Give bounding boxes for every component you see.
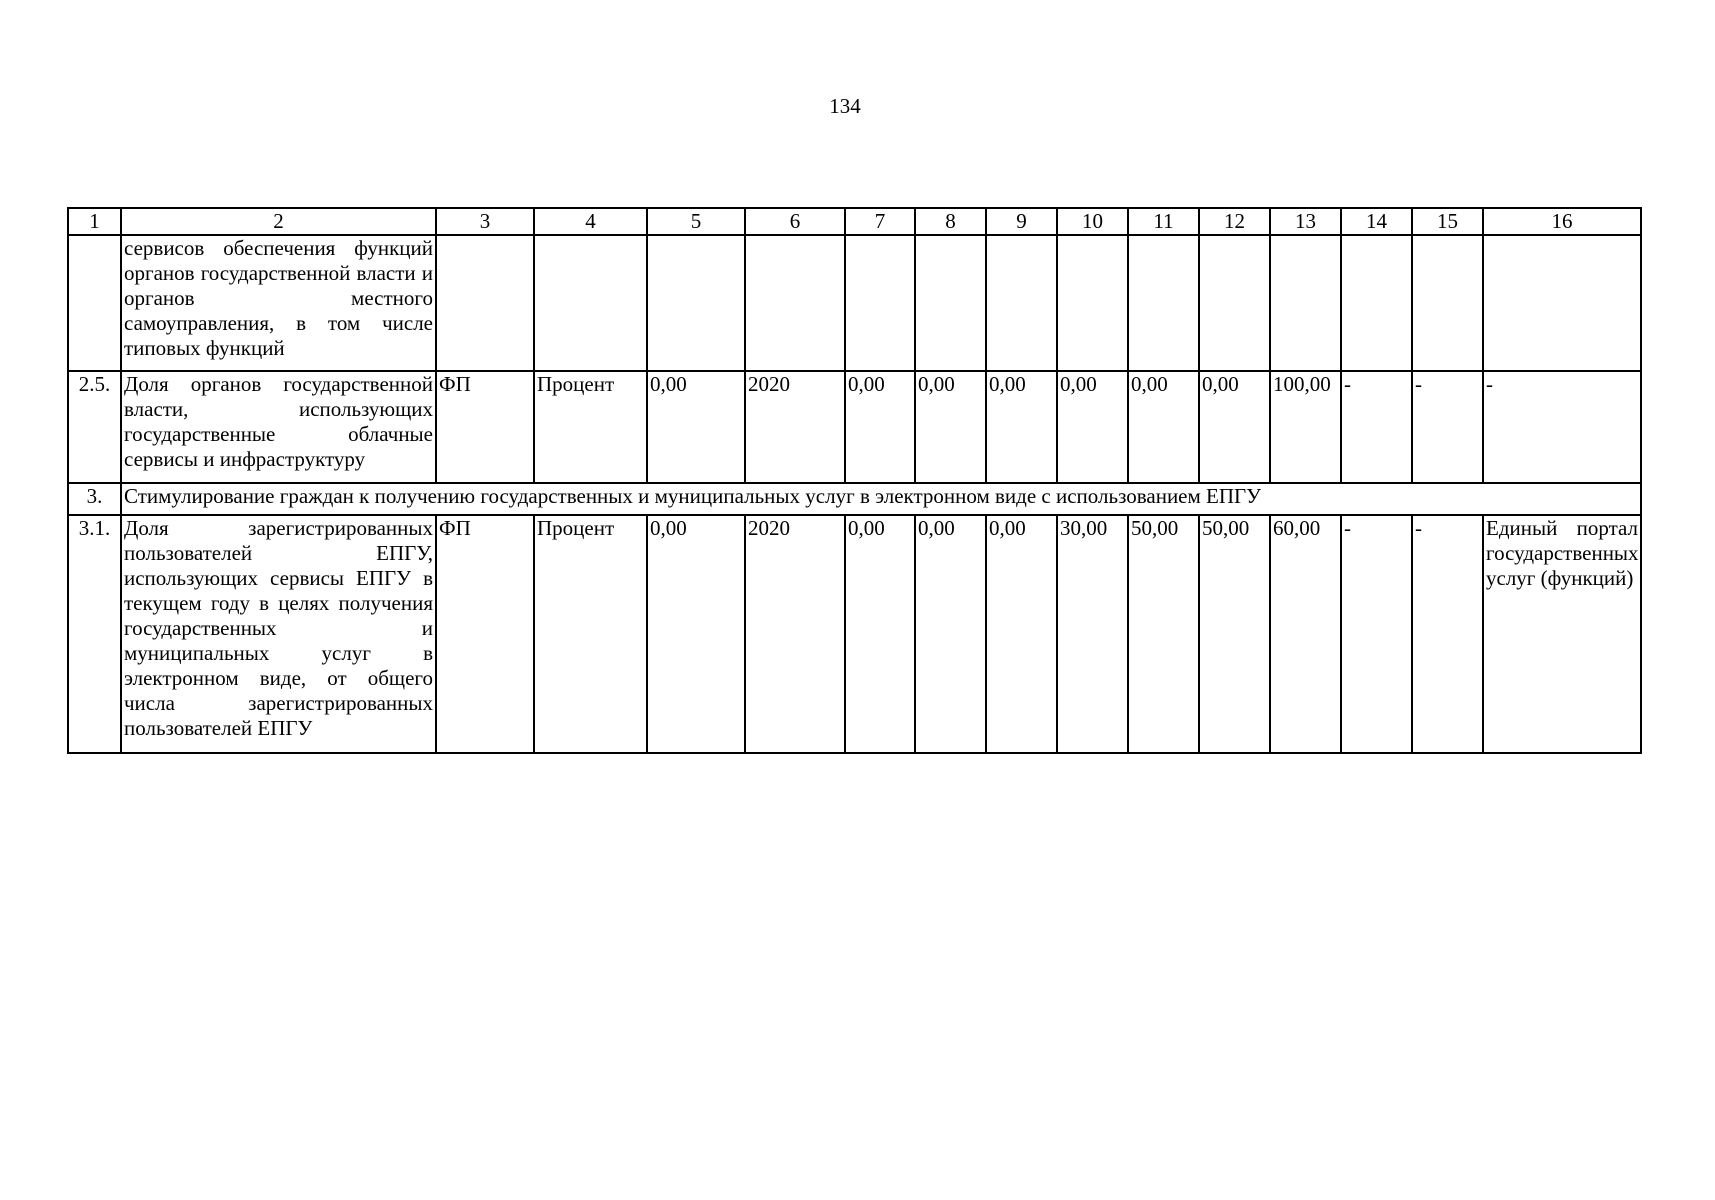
value-cell: 0,00 bbox=[986, 515, 1057, 753]
column-header: 7 bbox=[845, 208, 915, 235]
column-header: 1 bbox=[68, 208, 121, 235]
indicator-name: Доля органов государственной власти, использующих государственные облачные сервисы и инфраструктуру bbox=[121, 371, 436, 483]
column-header: 9 bbox=[986, 208, 1057, 235]
indicator-name: сервисов обеспечения функций органов государственной власти и органов местного самоуправления, в том числе типовых функций bbox=[121, 235, 436, 371]
section-row bbox=[68, 483, 1641, 515]
column-header: 11 bbox=[1128, 208, 1199, 235]
value-cell: 30,00 bbox=[1057, 515, 1128, 753]
base-value-cell: 0,00 bbox=[647, 515, 745, 753]
c15-cell: - bbox=[1412, 515, 1483, 753]
base-value-cell: 0,00 bbox=[647, 371, 745, 483]
column-header: 8 bbox=[915, 208, 986, 235]
value-cell: 0,00 bbox=[845, 371, 915, 483]
value-cell: 0,00 bbox=[1128, 371, 1199, 483]
level-cell: ФП bbox=[436, 371, 534, 483]
column-header: 5 bbox=[647, 208, 745, 235]
base-year-cell: 2020 bbox=[745, 371, 845, 483]
value-cell: 0,00 bbox=[845, 515, 915, 753]
source-cell: Единый портал государственных услуг (функций) bbox=[1483, 515, 1641, 753]
unit-cell: Процент bbox=[534, 515, 647, 753]
column-header: 6 bbox=[745, 208, 845, 235]
indicators-table bbox=[67, 207, 1642, 754]
row-number bbox=[68, 235, 121, 371]
column-header: 2 bbox=[121, 208, 436, 235]
column-header: 15 bbox=[1412, 208, 1483, 235]
source-cell: - bbox=[1483, 371, 1641, 483]
table-row bbox=[68, 235, 1641, 371]
column-header: 10 bbox=[1057, 208, 1128, 235]
section-number: 3. bbox=[68, 483, 121, 515]
column-header: 12 bbox=[1199, 208, 1270, 235]
c15-cell: - bbox=[1412, 371, 1483, 483]
indicator-name: Доля зарегистрированных пользователей ЕПГУ, использующих сервисы ЕПГУ в текущем году в целях получения государственных и муниципальных услуг в электронном виде, от общего числа зарегистрированных пользователей ЕПГУ bbox=[121, 515, 436, 753]
base-year-cell: 2020 bbox=[745, 515, 845, 753]
level-cell: ФП bbox=[436, 515, 534, 753]
page-number: 134 bbox=[829, 94, 861, 118]
column-header: 13 bbox=[1270, 208, 1341, 235]
table-row bbox=[68, 515, 1641, 753]
row-number: 3.1. bbox=[68, 515, 121, 753]
value-cell: 50,00 bbox=[1128, 515, 1199, 753]
unit-cell: Процент bbox=[534, 371, 647, 483]
value-cell: 100,00 bbox=[1270, 371, 1341, 483]
value-cell: 0,00 bbox=[1057, 371, 1128, 483]
column-header: 3 bbox=[436, 208, 534, 235]
column-header: 4 bbox=[534, 208, 647, 235]
section-title: Стимулирование граждан к получению государственных и муниципальных услуг в электронном виде с использованием ЕПГУ bbox=[121, 483, 1641, 515]
column-number-row bbox=[68, 208, 1641, 235]
value-cell: 0,00 bbox=[1199, 371, 1270, 483]
column-header: 14 bbox=[1341, 208, 1412, 235]
c14-cell: - bbox=[1341, 371, 1412, 483]
c14-cell: - bbox=[1341, 515, 1412, 753]
value-cell: 0,00 bbox=[915, 515, 986, 753]
row-number: 2.5. bbox=[68, 371, 121, 483]
value-cell: 60,00 bbox=[1270, 515, 1341, 753]
table-row bbox=[68, 371, 1641, 483]
column-header: 16 bbox=[1483, 208, 1641, 235]
value-cell: 0,00 bbox=[915, 371, 986, 483]
value-cell: 0,00 bbox=[986, 371, 1057, 483]
value-cell: 50,00 bbox=[1199, 515, 1270, 753]
